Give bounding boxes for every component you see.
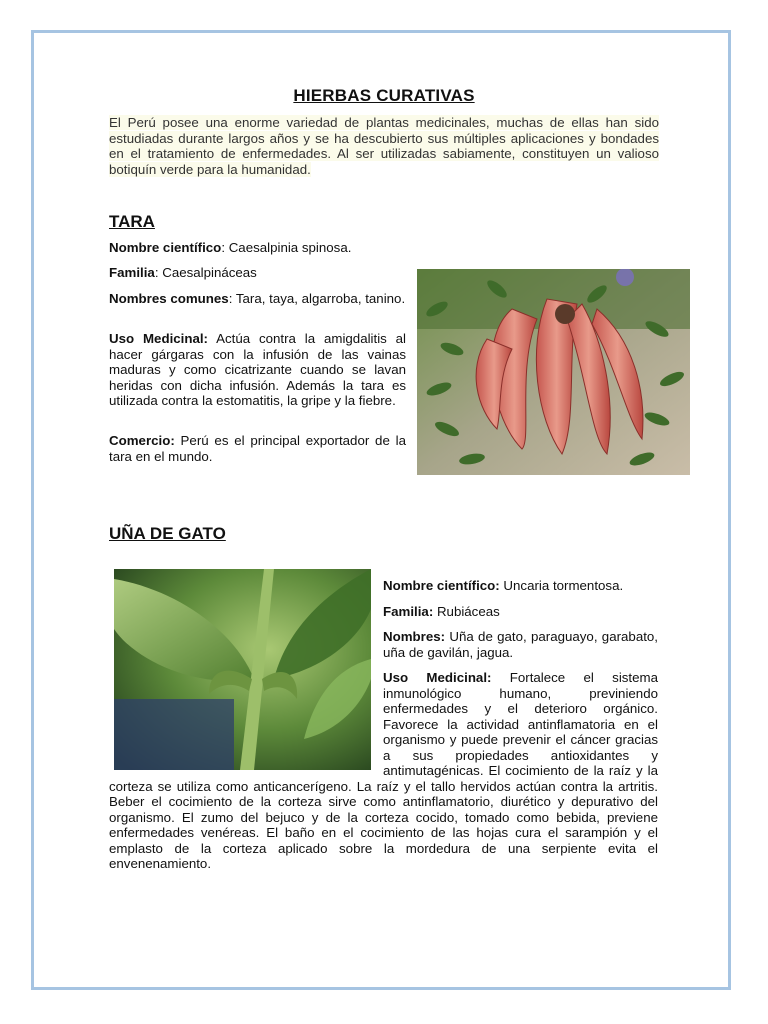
una-de-gato-text — [109, 578, 658, 872]
tara-common-value: : Tara, taya, algarroba, tanino. — [228, 291, 406, 306]
una-names-value: Uña de gato, paraguayo, garabato, uña de gavilán, jagua. — [383, 629, 658, 660]
una-scientific-value: Uncaria tormentosa. — [499, 578, 624, 593]
tara-commerce — [109, 433, 406, 464]
una-scientific-label: Nombre científico: — [383, 578, 500, 593]
tara-scientific-name — [109, 240, 409, 256]
photo-wrap-spacer — [109, 578, 383, 768]
tara-common-names — [109, 291, 406, 307]
tara-family — [109, 265, 409, 281]
tara-family-value: : Caesalpináceas — [154, 265, 257, 280]
tara-common-label: Nombres comunes — [109, 291, 229, 306]
una-names-label: Nombres: — [383, 629, 446, 644]
intro-text: El Perú posee una enorme variedad de plantas medicinales, muchas de ellas han sido estudiadas durante largos años y se ha descubierto sus múltiples aplicaciones y bondades en el tratamiento de enfermedades. Al ser utilizadas sabiamente, constituyen un valioso botiquín verde para la humanidad. — [109, 115, 659, 177]
tara-medicinal-label: Uso Medicinal: — [109, 331, 208, 346]
tara-commerce-label: Comercio: — [109, 433, 175, 448]
tara-family-label: Familia — [109, 265, 155, 280]
page-title: HIERBAS CURATIVAS — [293, 86, 475, 105]
tara-heading: TARA — [109, 212, 155, 231]
tara-medicinal-value: Actúa contra la amigdalitis al hacer gárgaras con la infusión de las vainas maduras y como cicatrizante cuando se lavan heridas con dicha infusión. Además la tara es utilizada contra la estomatitis, la gripe y la fiebre. — [109, 331, 406, 408]
intro-paragraph — [109, 115, 659, 177]
una-medicinal-label: Uso Medicinal: — [383, 670, 492, 685]
tara-pods-image — [417, 269, 690, 475]
una-de-gato-heading: UÑA DE GATO — [109, 524, 226, 543]
tara-scientific-value: : Caesalpinia spinosa. — [221, 240, 352, 255]
tara-medicinal-use — [109, 331, 406, 409]
tara-scientific-label: Nombre científico — [109, 240, 222, 255]
tara-commerce-value: Perú es el principal exportador de la tara en el mundo. — [109, 433, 406, 464]
una-family-label: Familia: — [383, 603, 434, 619]
tara-photo — [417, 269, 690, 475]
una-family-value: Rubiáceas — [433, 603, 500, 619]
una-medicinal-value: Fortalece el sistema inmunológico humano, previniendo enfermedades y el deterioro orgánico. Favorece la actividad antinflamatoria en el organismo y puede prevenir el cáncer gracias a sus propiedades antioxidantes y antimutagénicas. El cocimiento de la raíz y la corteza se utiliza como anticancerígeno. La raíz y el tallo hervidos actúan contra la artritis. Beber el cocimiento de la corteza sirve como antinflamatorio, diurético y depurativo del organismo. El zumo del bejuco y de la corteza cocido, tomado como bebida, previene enfermedades venéreas. El baño en el cocimiento de las hojas cura el sarampión y el emplasto de la corteza aplicado sobre la mordedura de una serpiente evita el envenenamiento. — [109, 670, 658, 871]
